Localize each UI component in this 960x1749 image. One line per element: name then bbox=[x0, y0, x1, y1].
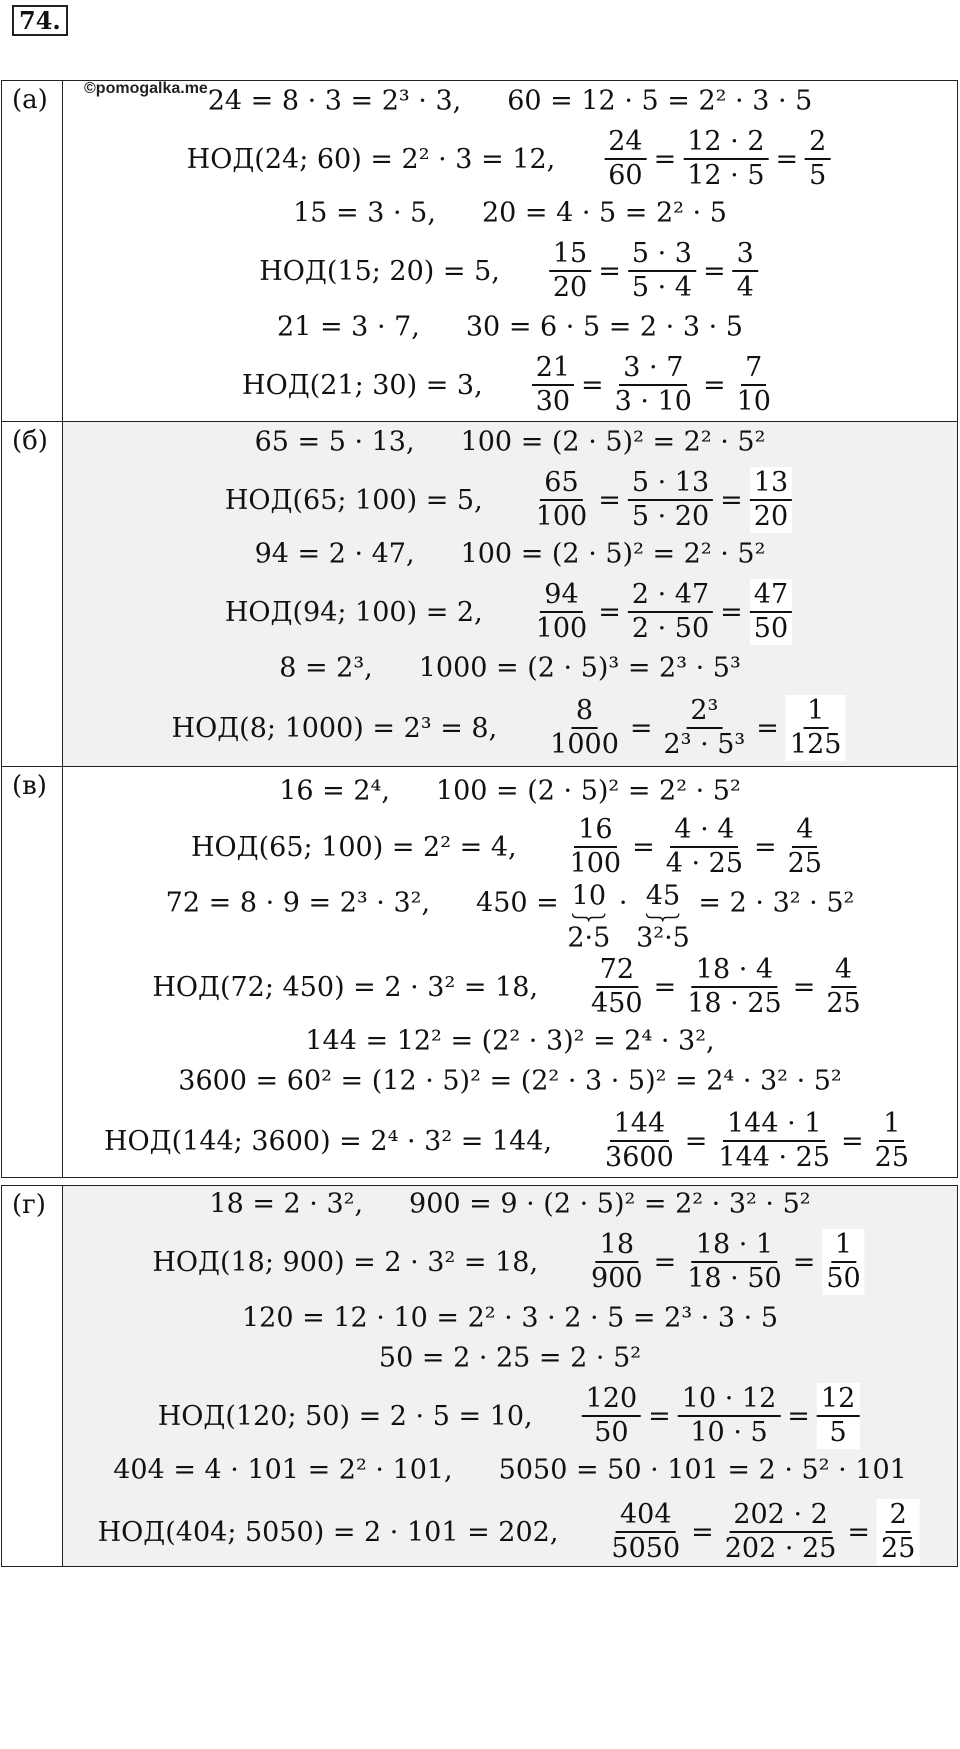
denominator: 12 · 5 bbox=[687, 160, 765, 191]
denominator: 5 · 4 bbox=[631, 272, 692, 303]
numerator: 12 · 2 bbox=[683, 126, 768, 160]
numerator: 72 bbox=[596, 954, 638, 988]
equals-sign: = bbox=[598, 255, 621, 287]
numerator: 144 bbox=[610, 1108, 670, 1142]
fraction bbox=[628, 238, 696, 304]
expression: 16 = 2⁴, bbox=[279, 775, 390, 807]
expression: 65 = 5 · 13, bbox=[254, 426, 415, 458]
expression: НОД(65; 100) = 5, bbox=[224, 484, 483, 516]
denominator: 4 · 25 bbox=[665, 848, 744, 879]
expression: 60 = 12 · 5 = 2² · 3 · 5 bbox=[507, 85, 813, 117]
denominator: 3 · 10 bbox=[614, 386, 692, 417]
fraction bbox=[607, 1499, 684, 1565]
fraction bbox=[817, 1383, 859, 1449]
expression: 144 = 12² = (2² · 3)² = 2⁴ · 3², bbox=[305, 1025, 715, 1057]
expression: 100 = (2 · 5)² = 2² · 5² bbox=[460, 538, 766, 570]
section-content bbox=[63, 81, 957, 421]
expression: НОД(21; 30) = 3, bbox=[242, 369, 483, 401]
expression: НОД(15; 20) = 5, bbox=[259, 255, 500, 287]
denominator: 20 bbox=[753, 501, 789, 532]
equals-sign: = bbox=[792, 971, 816, 1003]
expression: 30 = 6 · 5 = 2 · 3 · 5 bbox=[465, 311, 743, 343]
denominator: 18 · 25 bbox=[687, 988, 782, 1019]
fraction bbox=[822, 1229, 864, 1295]
numerator: 24 bbox=[604, 126, 646, 160]
denominator: 3600 bbox=[605, 1142, 674, 1173]
denominator: 100 bbox=[569, 848, 622, 879]
equals-sign: = bbox=[648, 1400, 671, 1432]
numerator: 4 bbox=[792, 814, 817, 848]
problem-number: 74. bbox=[12, 5, 68, 36]
expression: НОД(144; 3600) = 2⁴ · 3² = 144, bbox=[103, 1125, 553, 1157]
denominator: 2 · 50 bbox=[631, 613, 710, 644]
underbrace-term bbox=[636, 881, 690, 954]
equals-sign: = bbox=[756, 712, 779, 744]
underbrace-icon bbox=[646, 913, 680, 923]
section-label-cell bbox=[2, 767, 63, 1177]
fraction bbox=[582, 1383, 642, 1449]
expression: 900 = 9 · (2 · 5)² = 2² · 3² · 5² bbox=[409, 1188, 811, 1220]
equals-sign: = bbox=[598, 596, 621, 628]
denominator: 10 bbox=[736, 386, 771, 417]
section-3 bbox=[1, 766, 958, 1178]
expression: НОД(65; 100) = 2² = 4, bbox=[190, 831, 517, 863]
fraction bbox=[611, 352, 696, 418]
expression: = 2 · 3² · 5² bbox=[689, 887, 855, 919]
numerator: 1 bbox=[879, 1108, 904, 1142]
expression: 1000 = (2 · 5)³ = 2³ · 5³ bbox=[418, 652, 741, 684]
expression: 3600 = 60² = (12 · 5)² = (2² · 3 · 5)² = 2⁴ · 3² · 5² bbox=[178, 1065, 842, 1097]
expression: НОД(8; 1000) = 2³ = 8, bbox=[171, 712, 498, 744]
fraction bbox=[733, 352, 775, 418]
fraction bbox=[805, 126, 830, 192]
denominator: 50 bbox=[594, 1417, 629, 1448]
denominator: 25 bbox=[787, 848, 823, 879]
numerator: 1 bbox=[831, 1229, 856, 1263]
numerator: 18 bbox=[596, 1229, 638, 1263]
denominator: 100 bbox=[535, 613, 588, 644]
numerator: 65 bbox=[540, 467, 582, 501]
expression: НОД(18; 900) = 2 · 3² = 18, bbox=[152, 1246, 539, 1278]
denominator: 50 bbox=[753, 613, 789, 644]
expression: 5050 = 50 · 101 = 2 · 5² · 101 bbox=[498, 1454, 907, 1486]
underbrace-subscript: 3²·5 bbox=[636, 922, 690, 954]
expression: 72 = 8 · 9 = 2³ · 3², bbox=[165, 887, 431, 919]
fraction bbox=[683, 1229, 785, 1295]
numerator: 1 bbox=[803, 695, 828, 729]
equals-sign: = bbox=[629, 712, 653, 744]
equals-sign: = bbox=[598, 484, 621, 516]
expression: НОД(72; 450) = 2 · 3² = 18, bbox=[152, 971, 539, 1003]
expression: 24 = 8 · 3 = 2³ · 3, bbox=[207, 85, 462, 117]
underbrace-term bbox=[567, 881, 610, 954]
equals-sign: = bbox=[632, 831, 655, 863]
numerator: 21 bbox=[532, 352, 574, 386]
denominator: 50 bbox=[826, 1263, 861, 1294]
fraction bbox=[750, 467, 792, 533]
denominator: 202 · 25 bbox=[724, 1533, 837, 1564]
section-content bbox=[63, 422, 957, 766]
equals-sign: = bbox=[581, 369, 604, 401]
equals-sign: = bbox=[792, 1246, 816, 1278]
section-label-cell bbox=[2, 1186, 63, 1566]
numerator: 47 bbox=[750, 579, 792, 613]
fraction bbox=[532, 579, 592, 645]
fraction bbox=[750, 579, 792, 645]
expression: НОД(404; 5050) = 2 · 101 = 202, bbox=[97, 1516, 559, 1548]
numerator: 2 · 47 bbox=[628, 579, 713, 613]
denominator: 125 bbox=[789, 729, 842, 760]
fraction bbox=[678, 1383, 780, 1449]
numerator: 16 bbox=[574, 814, 616, 848]
denominator: 25 bbox=[826, 988, 861, 1019]
fraction bbox=[532, 352, 574, 418]
equals-sign: = bbox=[775, 143, 799, 175]
numerator: 120 bbox=[582, 1383, 642, 1417]
expression: 120 = 12 · 10 = 2² · 3 · 2 · 5 = 2³ · 3 · 5 bbox=[242, 1302, 778, 1334]
fraction bbox=[628, 467, 713, 533]
numerator: 10 · 12 bbox=[678, 1383, 780, 1417]
numerator: 13 bbox=[750, 467, 792, 501]
numerator: 18 · 1 bbox=[692, 1229, 777, 1263]
numerator: 3 · 7 bbox=[619, 352, 687, 386]
fraction bbox=[786, 695, 846, 761]
denominator: 5 bbox=[829, 1417, 847, 1448]
expression: 20 = 4 · 5 = 2² · 5 bbox=[481, 197, 727, 229]
numerator: 2³ bbox=[686, 695, 722, 729]
denominator: 5 bbox=[809, 160, 827, 191]
fraction bbox=[628, 579, 713, 645]
numerator: 3 bbox=[733, 238, 758, 272]
fraction bbox=[532, 467, 592, 533]
fraction bbox=[822, 954, 864, 1020]
expression: НОД(24; 60) = 2² · 3 = 12, bbox=[186, 143, 556, 175]
denominator: 900 bbox=[591, 1263, 643, 1294]
denominator: 20 bbox=[552, 272, 588, 303]
numerator: 18 · 4 bbox=[692, 954, 777, 988]
fraction bbox=[721, 1499, 841, 1565]
numerator: 5 · 13 bbox=[628, 467, 713, 501]
numerator: 8 bbox=[572, 695, 597, 729]
numerator: 12 bbox=[817, 1383, 859, 1417]
denominator: 450 bbox=[591, 988, 643, 1019]
expression: 15 = 3 · 5, bbox=[293, 197, 436, 229]
denominator: 144 · 25 bbox=[718, 1142, 831, 1173]
fraction bbox=[546, 695, 623, 761]
equals-sign: = bbox=[754, 831, 777, 863]
denominator: 2³ · 5³ bbox=[663, 729, 746, 760]
section-label: (б) bbox=[12, 426, 48, 456]
section-label: (а) bbox=[12, 85, 48, 115]
numerator: 4 · 4 bbox=[670, 814, 738, 848]
denominator: 4 bbox=[736, 272, 754, 303]
fraction bbox=[587, 954, 647, 1020]
section-label-cell bbox=[2, 81, 63, 421]
equals-sign: = bbox=[787, 1400, 810, 1432]
fraction bbox=[871, 1108, 913, 1174]
expression: НОД(120; 50) = 2 · 5 = 10, bbox=[157, 1400, 533, 1432]
denominator: 18 · 50 bbox=[687, 1263, 782, 1294]
underbrace-icon bbox=[572, 913, 606, 923]
section-4 bbox=[1, 1185, 958, 1567]
equals-sign: = bbox=[653, 1246, 677, 1278]
denominator: 5 · 20 bbox=[631, 501, 710, 532]
fraction bbox=[733, 238, 758, 304]
section-1 bbox=[1, 80, 958, 422]
equals-sign: = bbox=[684, 1125, 708, 1157]
fraction bbox=[683, 126, 768, 192]
fraction bbox=[587, 1229, 647, 1295]
numerator: 15 bbox=[549, 238, 591, 272]
denominator: 10 · 5 bbox=[690, 1417, 768, 1448]
denominator: 1000 bbox=[550, 729, 619, 760]
expression: 100 = (2 · 5)² = 2² · 5² bbox=[460, 426, 766, 458]
equals-sign: = bbox=[720, 596, 743, 628]
denominator: 100 bbox=[535, 501, 588, 532]
denominator: 60 bbox=[608, 160, 643, 191]
fraction bbox=[877, 1499, 919, 1565]
equals-sign: = bbox=[653, 143, 677, 175]
equals-sign: = bbox=[841, 1125, 864, 1157]
fraction bbox=[601, 1108, 678, 1174]
section-2 bbox=[1, 421, 958, 767]
expression: 100 = (2 · 5)² = 2² · 5² bbox=[435, 775, 741, 807]
equals-sign: = bbox=[847, 1516, 871, 1548]
expression: 18 = 2 · 3², bbox=[209, 1188, 364, 1220]
expression: 21 = 3 · 7, bbox=[277, 311, 420, 343]
numerator: 94 bbox=[540, 579, 582, 613]
numerator: 144 · 1 bbox=[723, 1108, 825, 1142]
numerator: 2 bbox=[886, 1499, 911, 1533]
fraction bbox=[714, 1108, 834, 1174]
underbrace-subscript: 2·5 bbox=[567, 922, 611, 954]
numerator: 404 bbox=[616, 1499, 676, 1533]
equals-sign: = bbox=[720, 484, 743, 516]
underbrace-value: 45 bbox=[645, 880, 681, 912]
watermark: ©pomogalka.me bbox=[84, 80, 208, 97]
denominator: 25 bbox=[874, 1142, 910, 1173]
denominator: 30 bbox=[535, 386, 571, 417]
section-label-cell bbox=[2, 422, 63, 766]
fraction bbox=[604, 126, 646, 192]
section-content bbox=[63, 1186, 957, 1566]
fraction bbox=[549, 238, 591, 304]
equals-sign: = bbox=[691, 1516, 714, 1548]
expression: 94 = 2 · 47, bbox=[254, 538, 415, 570]
denominator: 25 bbox=[881, 1533, 916, 1564]
numerator: 202 · 2 bbox=[729, 1499, 831, 1533]
numerator: 5 · 3 bbox=[628, 238, 696, 272]
expression: 404 = 4 · 101 = 2² · 101, bbox=[113, 1454, 453, 1486]
equals-sign: = bbox=[702, 369, 726, 401]
numerator: 2 bbox=[805, 126, 830, 160]
equals-sign: = bbox=[653, 971, 677, 1003]
numerator: 4 bbox=[831, 954, 856, 988]
underbrace-value: 10 bbox=[571, 880, 607, 912]
expression: 450 = bbox=[476, 887, 568, 919]
section-label: (в) bbox=[12, 771, 47, 801]
expression: 50 = 2 · 25 = 2 · 5² bbox=[378, 1342, 642, 1374]
expression: НОД(94; 100) = 2, bbox=[224, 596, 483, 628]
expression: 8 = 2³, bbox=[279, 652, 373, 684]
dot-operator: · bbox=[610, 887, 637, 919]
fraction bbox=[683, 954, 785, 1020]
numerator: 7 bbox=[741, 352, 766, 386]
denominator: 5050 bbox=[611, 1533, 681, 1564]
section-content bbox=[63, 767, 957, 1177]
section-label: (г) bbox=[12, 1190, 46, 1220]
fraction bbox=[660, 695, 750, 761]
equals-sign: = bbox=[702, 255, 726, 287]
